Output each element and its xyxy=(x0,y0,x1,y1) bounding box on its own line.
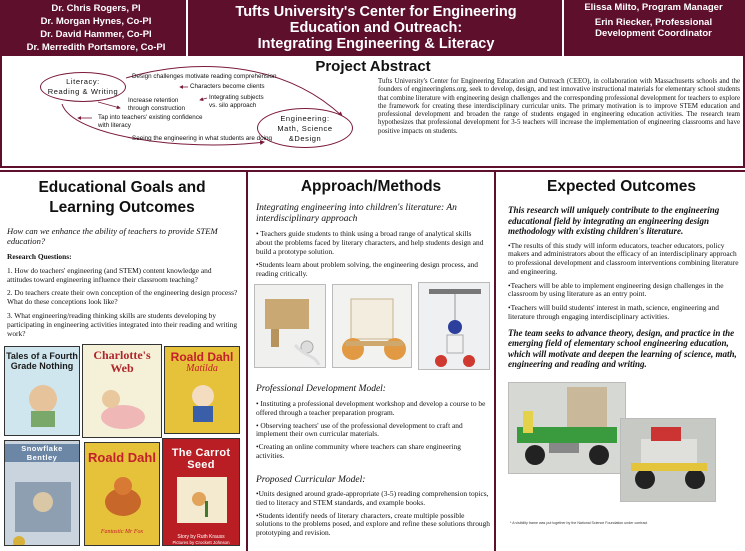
outcomes-bullet: •Teachers will be able to implement engineering design challenges in the classroom by using literature as an entry point. xyxy=(508,280,724,299)
book-illustration xyxy=(5,462,80,546)
research-question: 2. Do teachers create their own conception of the engineering design process? What do these conceptions look like? xyxy=(7,288,238,307)
poster-title xyxy=(190,4,562,52)
book-illustration xyxy=(83,375,162,435)
prototype-illustration xyxy=(333,285,413,369)
title-line: Tufts University's Center for Engineering xyxy=(235,4,517,20)
curricular-bullet: •Students identify needs of literary characters, create multiple possible solutions to the problems posed, and explore and refine these solutions through prototyping and revision. xyxy=(256,510,490,538)
outcomes-lead: This research will uniquely contribute to the engineering educational field by integrating an engineering design methodology with existing children's literature. xyxy=(508,205,720,236)
book-illustration xyxy=(165,374,240,422)
book-title: The Carrot Seed xyxy=(171,447,231,471)
link-label: Seeing the engineering in what students are doing xyxy=(132,135,273,142)
prototype-illustration xyxy=(621,419,717,503)
approach-heading: Approach/Methods xyxy=(300,178,442,195)
approach-intro: Integrating engineering into children's literature: An interdisciplinary approach xyxy=(256,203,457,224)
pd-bullet: • Observing teachers' use of the professional development to craft and implement their own curricular materials. xyxy=(256,420,463,439)
prototype-illustration xyxy=(255,285,327,369)
book-illustration xyxy=(85,464,160,524)
book-cover-fantastic-mr-fox xyxy=(84,442,160,546)
pd-model-list xyxy=(256,400,490,461)
research-question: 3. What engineering/reading thinking skills are students developing by participating in engineering activities integrated into their reading and writing work? xyxy=(7,310,238,338)
research-questions-label: Research Questions: xyxy=(7,252,72,261)
book-cover-snowflake-bentley xyxy=(4,440,80,546)
outcomes-bullet: •Teachers will build students' interest in math, science, engineering and literature through engaging interdisciplinary activities. xyxy=(508,303,719,322)
investigator: Dr. Morgan Hynes, Co-PI xyxy=(40,16,152,27)
literacy-node xyxy=(40,72,126,102)
node-label: Engineering: xyxy=(280,114,330,123)
prototype-photo-loom xyxy=(254,284,326,368)
prototype-illustration xyxy=(419,283,491,371)
investigator: Dr. Chris Rogers, PI xyxy=(51,3,141,14)
outcomes-closing: The team seeks to advance theory, design, and practice in the emerging field of elementary school engineering education, which will motivate and deepen the learning of science, math, engineering and reading and writing. xyxy=(508,327,737,370)
goals-column xyxy=(0,172,244,551)
link-label: Tap into teachers' existing confidence with literacy xyxy=(98,114,203,129)
abstract-section xyxy=(0,56,745,168)
title-line: Integrating Engineering & Literacy xyxy=(257,36,495,52)
title-line: Education and Outreach: xyxy=(289,20,463,36)
abstract-title: Project Abstract xyxy=(315,58,431,75)
link-label: Characters become clients xyxy=(190,83,265,90)
book-cover-matilda xyxy=(164,346,240,434)
outcomes-heading: Expected Outcomes xyxy=(546,178,697,195)
research-question: 1. How do teachers' engineering (and STEM) content knowledge and attitudes toward engineering influence their classroom teaching? xyxy=(7,265,212,284)
staff-member: Elissa Milto, Program Manager xyxy=(584,2,723,13)
node-label: &Design xyxy=(288,134,322,143)
book-subtitle: Matilda xyxy=(186,363,218,374)
curricular-model-list xyxy=(256,490,490,538)
approach-bullet: • Teachers guide students to think using a broad range of analytical skills about the problems faced by literary characters, and help students design and build a prototype solution. xyxy=(256,229,484,256)
investigator: Dr. Merredith Portsmore, Co-PI xyxy=(26,42,166,53)
approach-bullet: •Students learn about problem solving, the engineering design process, and reading critically. xyxy=(256,260,479,279)
book-illustration xyxy=(163,471,240,529)
link-label: Design challenges motivate reading comprehension xyxy=(132,73,277,80)
award-medal-icon xyxy=(13,536,25,546)
staff-member: Erin Riecker, Professional Development Coordinator xyxy=(594,17,713,39)
outcomes-bullet: •The results of this study will inform educators, teacher educators, policy makers and administrators about the efficacy of an interdisciplinary approach to professional development and classroom interventions combining literature and engineering. xyxy=(508,240,739,276)
abstract-text: Tufts University's Center for Engineering Education and Outreach (CEEO), in collaboration with Massachusetts schools and the founders of engineeringlens.org, seek to develop, design, and test innovative instructional materials for elementary school students that combine literature with engineering design challenges and the corresponding professional development for teachers to explore the framework for creating these interdisciplinary curricular units. The primary motivation is to improve STEM education and professional development and broaden the range of students engaged in engineering education activities. The research team hypothesizes that professional development for 3-5 teachers will increase the implementation of engineering classrooms and have positive impacts on students. xyxy=(378,78,740,135)
book-cover-carrot-seed xyxy=(162,438,240,546)
pd-bullet: • Instituting a professional development workshop and develop a course to be offered through a teacher preparation program. xyxy=(256,399,486,417)
goals-heading: Educational Goals and Learning Outcomes xyxy=(38,179,206,216)
pd-model-heading: Professional Development Model: xyxy=(256,384,386,394)
staff-list xyxy=(566,2,741,43)
investigators-list xyxy=(6,2,186,54)
book-author: Roald Dahl xyxy=(88,450,156,465)
investigator: Dr. David Hammer, Co-PI xyxy=(40,29,152,40)
prototype-illustration xyxy=(509,383,627,475)
book-credit: Pictures by Crockett Johnson xyxy=(172,540,230,545)
book-cover-tales xyxy=(4,346,80,436)
header-band xyxy=(0,0,745,56)
header-divider xyxy=(186,0,188,56)
lego-prototype-photo-2 xyxy=(620,418,716,502)
prototype-photo-cart xyxy=(332,284,412,368)
book-subtitle: Fantastic Mr Fox xyxy=(100,529,144,535)
link-label: Increase retention through construction xyxy=(128,97,186,112)
funding-footnote: * A visibility frame was put together by the National Science Foundation under contract xyxy=(510,521,648,525)
link-arrow xyxy=(98,102,120,108)
outcomes-column xyxy=(498,172,745,551)
node-label: Literacy: xyxy=(66,77,100,86)
book-cover-charlottes-web xyxy=(82,344,162,438)
link-label: Integrating subjects vs. silo approach xyxy=(209,94,264,109)
link-arrow xyxy=(200,98,207,100)
book-illustration xyxy=(5,371,80,427)
book-author: Roald Dahl xyxy=(170,350,234,364)
header-divider xyxy=(562,0,564,56)
lego-prototype-photo-1 xyxy=(508,382,626,474)
goals-question: How can we enhance the ability of teachers to provide STEM education? xyxy=(7,226,218,246)
curricular-model-heading: Proposed Curricular Model: xyxy=(256,475,366,485)
curricular-bullet: •Units designed around grade-appropriate (3-5) reading comprehension topics, tied to literacy and STEM standards, and example books. xyxy=(256,489,489,507)
book-title: Tales of a Fourth Grade Nothing xyxy=(6,351,78,371)
node-label: Math, Science xyxy=(277,124,333,133)
prototype-photo-pulley xyxy=(418,282,490,370)
book-subtitle: Story by Ruth Krauss xyxy=(177,534,225,540)
node-label: Reading & Writing xyxy=(47,87,119,96)
approach-column xyxy=(246,172,496,551)
pd-bullet: •Creating an online community where teachers can share engineering activities. xyxy=(256,442,461,460)
book-title: Charlotte's Web xyxy=(93,348,151,375)
book-title: Snowflake Bentley xyxy=(5,444,79,462)
